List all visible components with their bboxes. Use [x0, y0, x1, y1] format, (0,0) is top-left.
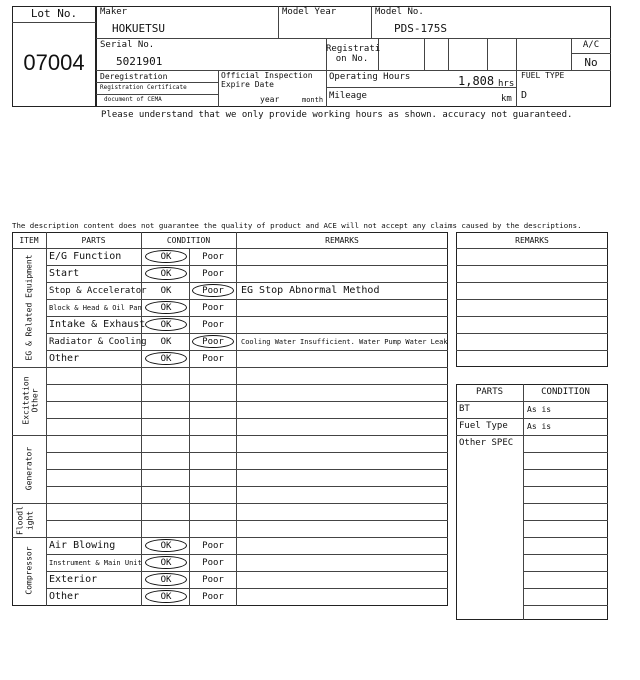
poor-option: Poor: [202, 252, 224, 262]
part-label: Other: [49, 353, 80, 364]
ac-value: No: [584, 56, 598, 69]
poor-option: Poor: [202, 592, 224, 602]
section-floodlight: Floodl: [15, 506, 25, 535]
spec-part: BT: [459, 404, 470, 414]
model-no-label: Model No.: [375, 7, 424, 17]
ok-option: OK: [160, 252, 172, 262]
year-label: year: [260, 95, 280, 104]
remark-text: EG Stop Abnormal Method: [241, 285, 380, 296]
cema-document-label: document of CEMA: [104, 96, 162, 103]
ok-option: OK: [160, 337, 172, 347]
part-label: Radiator & Cooling: [49, 337, 147, 347]
poor-option: Poor: [202, 575, 224, 585]
registration-label: Registrati: [326, 44, 381, 54]
working-hours-note: Please understand that we only provide working hours as shown. accuracy not guaranteed.: [101, 110, 573, 120]
ok-option: OK: [160, 541, 172, 551]
poor-option: Poor: [202, 303, 224, 313]
ok-option: OK: [160, 575, 172, 585]
ok-option: OK: [160, 592, 172, 602]
deregistration-label: Deregistration: [100, 72, 168, 81]
part-label: Intake & Exhaust: [49, 319, 146, 330]
maker-label: Maker: [100, 7, 128, 17]
operating-hours-value: 1,808: [458, 74, 495, 88]
ok-option: OK: [160, 354, 172, 364]
remark-text: Cooling Water Insufficient. Water Pump Water Leak: [241, 338, 448, 346]
spec-condition: As is: [527, 405, 552, 414]
lot-number: 07004: [23, 50, 85, 75]
poor-option: Poor: [202, 286, 224, 296]
part-label: Other: [49, 591, 80, 602]
section-floodlight-2: ight: [25, 510, 35, 531]
registration-label-2: on No.: [335, 54, 369, 64]
spec-condition: As is: [527, 422, 552, 431]
operating-hours-label: Operating Hours: [329, 72, 411, 82]
col-header-condition: CONDITION: [166, 236, 211, 245]
inspection-label: Official Inspection: [221, 71, 313, 80]
ok-option: OK: [160, 269, 172, 279]
ok-option: OK: [160, 286, 172, 296]
hrs-unit: hrs: [498, 79, 515, 89]
spec-part: Fuel Type: [459, 421, 508, 431]
part-label: Stop & Accelerator: [49, 286, 147, 296]
section-eg-related: EG & Related Equipment: [24, 254, 34, 361]
spec-part: Other SPEC: [459, 438, 514, 448]
col-header-item: ITEM: [19, 236, 39, 245]
part-label: E/G Function: [49, 251, 122, 262]
poor-option: Poor: [202, 558, 224, 568]
serial-value: 5021901: [116, 55, 163, 68]
model-year-label: Model Year: [282, 7, 337, 17]
fuel-type-value: D: [521, 90, 528, 101]
model-no-value: PDS-175S: [394, 22, 447, 35]
poor-option: Poor: [202, 337, 224, 347]
month-label: month: [302, 96, 324, 104]
remarks-header: REMARKS: [515, 236, 549, 245]
col-header-parts: PARTS: [81, 236, 106, 245]
section-excitation-other: Other: [30, 388, 40, 413]
part-label: Exterior: [49, 574, 98, 585]
spec-parts-header: PARTS: [475, 387, 504, 397]
poor-option: Poor: [202, 320, 224, 330]
fuel-type-label: FUEL TYPE: [521, 71, 565, 80]
disclaimer-text: The description content does not guarantee the quality of product and ACE will not accept any claims caused by the descriptions.: [12, 221, 582, 230]
inspection-label-2: Expire Date: [221, 80, 274, 89]
maker-value: HOKUETSU: [112, 22, 165, 35]
ok-option: OK: [160, 320, 172, 330]
part-label: Block & Head & Oil Pan: [49, 304, 142, 312]
mileage-label: Mileage: [329, 91, 367, 101]
part-label: Start: [49, 268, 80, 279]
ok-option: OK: [160, 558, 172, 568]
section-excitation: Excitation: [21, 376, 31, 425]
lot-label: Lot No.: [30, 7, 78, 20]
km-unit: km: [501, 94, 512, 104]
part-label: Instrument & Main Unit: [49, 559, 142, 567]
poor-option: Poor: [202, 354, 224, 364]
part-label: Air Blowing: [49, 540, 116, 551]
poor-option: Poor: [202, 541, 224, 551]
section-generator: Generator: [24, 446, 34, 491]
spec-table-frame: [456, 384, 608, 620]
section-compressor: Compressor: [24, 546, 34, 595]
spec-condition-header: CONDITION: [541, 387, 590, 397]
ac-label: A/C: [582, 40, 600, 50]
col-header-remarks: REMARKS: [325, 236, 359, 245]
ok-option: OK: [160, 303, 172, 313]
poor-option: Poor: [202, 269, 224, 279]
registration-certificate-label: Registration Certificate: [100, 84, 187, 91]
serial-label: Serial No.: [100, 40, 155, 50]
